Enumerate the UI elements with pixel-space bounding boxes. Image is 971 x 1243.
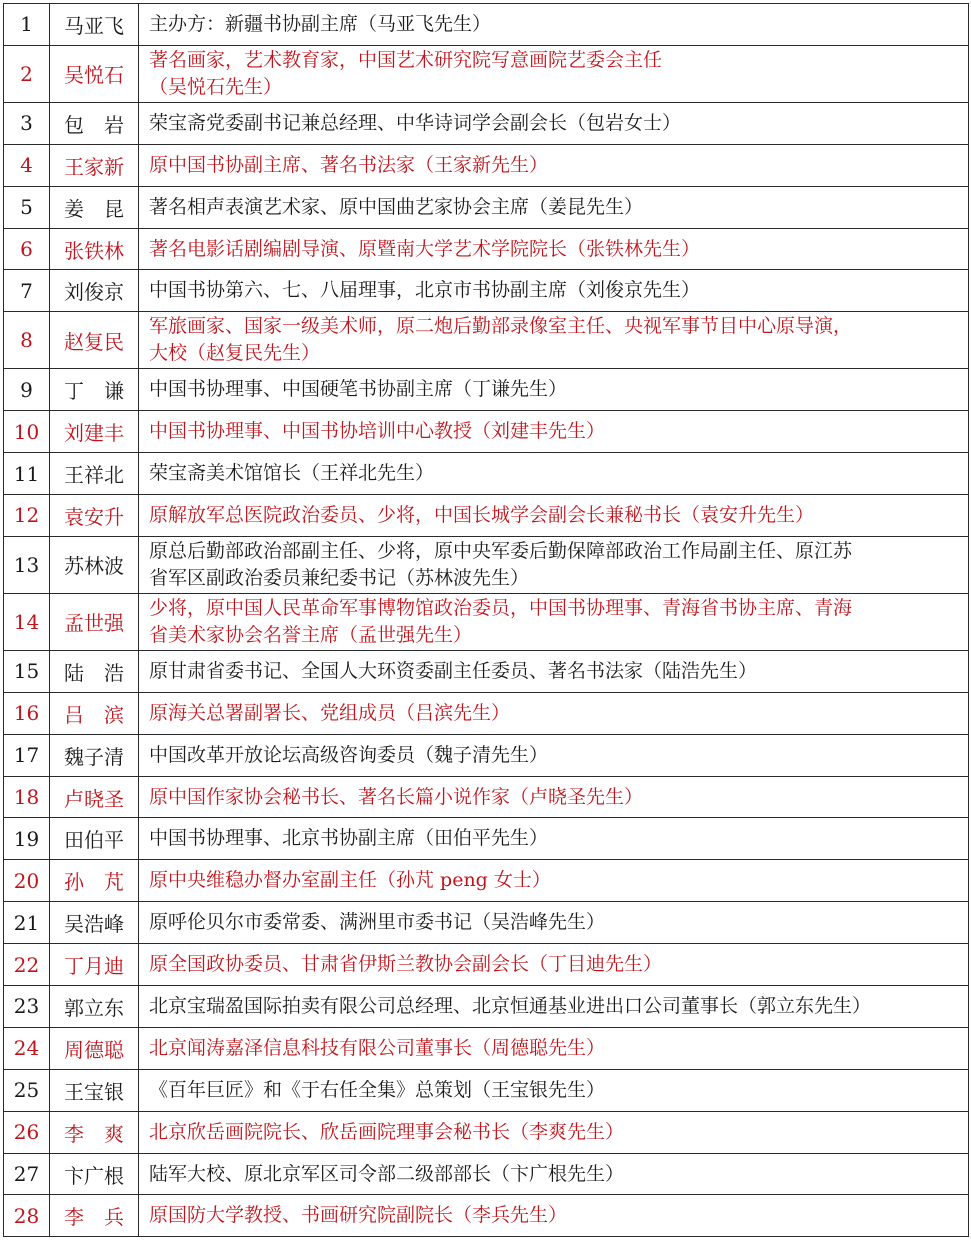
guest-title: 中国书协理事、中国硬笔书协副主席（丁谦先生）	[139, 369, 969, 411]
row-number: 27	[4, 1153, 50, 1195]
row-number: 24	[4, 1027, 50, 1069]
guest-name: 王宝银	[50, 1069, 139, 1111]
guest-title: 军旅画家、国家一级美术师，原二炮后勤部录像室主任、央视军事节目中心原导演， 大校（赵复民先生）	[139, 312, 969, 369]
guest-title: 原总后勤部政治部副主任、少将，原中央军委后勤保障部政治工作局副主任、原江苏 省军区副政治委员兼纪委书记（苏林波先生）	[139, 536, 969, 593]
table-row	[4, 734, 969, 776]
guest-table	[3, 3, 969, 1237]
row-number: 9	[4, 369, 50, 411]
table-row	[4, 4, 969, 46]
row-number: 19	[4, 818, 50, 860]
table-row	[4, 228, 969, 270]
guest-name: 马亚飞	[50, 4, 139, 46]
guest-name: 姜 昆	[50, 186, 139, 228]
table-row	[4, 818, 969, 860]
guest-name: 李 兵	[50, 1195, 139, 1237]
row-number: 22	[4, 944, 50, 986]
table-row	[4, 102, 969, 144]
table-row	[4, 860, 969, 902]
table-row	[4, 536, 969, 593]
row-number: 21	[4, 902, 50, 944]
table-row	[4, 986, 969, 1028]
table-row	[4, 144, 969, 186]
guest-title: 原全国政协委员、甘肃省伊斯兰教协会副会长（丁目迪先生）	[139, 944, 969, 986]
guest-name: 郭立东	[50, 986, 139, 1028]
guest-name: 刘俊京	[50, 270, 139, 312]
table-row	[4, 1195, 969, 1237]
guest-title: 原海关总署副署长、党组成员（吕滨先生）	[139, 692, 969, 734]
guest-title: 著名画家，艺术教育家，中国艺术研究院写意画院艺委会主任 （吴悦石先生）	[139, 45, 969, 102]
table-row	[4, 1111, 969, 1153]
guest-name: 孟世强	[50, 593, 139, 650]
row-number: 17	[4, 734, 50, 776]
table-row	[4, 453, 969, 495]
row-number: 23	[4, 986, 50, 1028]
guest-name: 卞广根	[50, 1153, 139, 1195]
guest-title: 陆军大校、原北京军区司令部二级部部长（卞广根先生）	[139, 1153, 969, 1195]
guest-name: 袁安升	[50, 495, 139, 537]
table-row	[4, 369, 969, 411]
guest-title: 原呼伦贝尔市委常委、满洲里市委书记（吴浩峰先生）	[139, 902, 969, 944]
table-row	[4, 411, 969, 453]
guest-name: 魏子清	[50, 734, 139, 776]
table-row	[4, 1027, 969, 1069]
guest-title: 原中央维稳办督办室副主任（孙芃 peng 女士）	[139, 860, 969, 902]
guest-name: 张铁林	[50, 228, 139, 270]
guest-title: 中国改革开放论坛高级咨询委员（魏子清先生）	[139, 734, 969, 776]
guest-title: 北京欣岳画院院长、欣岳画院理事会秘书长（李爽先生）	[139, 1111, 969, 1153]
guest-title: 北京闻涛嘉泽信息科技有限公司董事长（周德聪先生）	[139, 1027, 969, 1069]
row-number: 5	[4, 186, 50, 228]
row-number: 15	[4, 650, 50, 692]
row-number: 13	[4, 536, 50, 593]
row-number: 26	[4, 1111, 50, 1153]
table-row	[4, 186, 969, 228]
guest-name: 丁 谦	[50, 369, 139, 411]
row-number: 3	[4, 102, 50, 144]
table-row	[4, 902, 969, 944]
row-number: 10	[4, 411, 50, 453]
guest-name: 孙 芃	[50, 860, 139, 902]
table-row	[4, 944, 969, 986]
guest-title: 原甘肃省委书记、全国人大环资委副主任委员、著名书法家（陆浩先生）	[139, 650, 969, 692]
guest-title: 主办方：新疆书协副主席（马亚飞先生）	[139, 4, 969, 46]
guest-title: 中国书协理事、北京书协副主席（田伯平先生）	[139, 818, 969, 860]
guest-title: 原中国作家协会秘书长、著名长篇小说作家（卢晓圣先生）	[139, 776, 969, 818]
row-number: 20	[4, 860, 50, 902]
table-row	[4, 495, 969, 537]
row-number: 7	[4, 270, 50, 312]
guest-title: 中国书协理事、中国书协培训中心教授（刘建丰先生）	[139, 411, 969, 453]
row-number: 14	[4, 593, 50, 650]
guest-title: 原中国书协副主席、著名书法家（王家新先生）	[139, 144, 969, 186]
guest-name: 丁月迪	[50, 944, 139, 986]
guest-title: 荣宝斋美术馆馆长（王祥北先生）	[139, 453, 969, 495]
guest-title: 著名相声表演艺术家、原中国曲艺家协会主席（姜昆先生）	[139, 186, 969, 228]
table-row	[4, 650, 969, 692]
table-row	[4, 776, 969, 818]
row-number: 12	[4, 495, 50, 537]
row-number: 2	[4, 45, 50, 102]
guest-name: 吕 滨	[50, 692, 139, 734]
guest-title: 原国防大学教授、书画研究院副院长（李兵先生）	[139, 1195, 969, 1237]
guest-name: 苏林波	[50, 536, 139, 593]
guest-name: 吴浩峰	[50, 902, 139, 944]
guest-title: 少将，原中国人民革命军事博物馆政治委员，中国书协理事、青海省书协主席、青海 省美术家协会名誉主席（孟世强先生）	[139, 593, 969, 650]
table-row	[4, 593, 969, 650]
guest-name: 卢晓圣	[50, 776, 139, 818]
guest-name: 周德聪	[50, 1027, 139, 1069]
guest-name: 包 岩	[50, 102, 139, 144]
row-number: 25	[4, 1069, 50, 1111]
row-number: 6	[4, 228, 50, 270]
guest-name: 刘建丰	[50, 411, 139, 453]
guest-title: 《百年巨匠》和《于右任全集》总策划（王宝银先生）	[139, 1069, 969, 1111]
guest-name: 陆 浩	[50, 650, 139, 692]
guest-title: 著名电影话剧编剧导演、原暨南大学艺术学院院长（张铁林先生）	[139, 228, 969, 270]
row-number: 1	[4, 4, 50, 46]
guest-title: 北京宝瑞盈国际拍卖有限公司总经理、北京恒通基业进出口公司董事长（郭立东先生）	[139, 986, 969, 1028]
guest-name: 王家新	[50, 144, 139, 186]
guest-name: 吴悦石	[50, 45, 139, 102]
table-row	[4, 1153, 969, 1195]
guest-name: 李 爽	[50, 1111, 139, 1153]
row-number: 11	[4, 453, 50, 495]
table-row	[4, 1069, 969, 1111]
row-number: 18	[4, 776, 50, 818]
guest-title: 中国书协第六、七、八届理事，北京市书协副主席（刘俊京先生）	[139, 270, 969, 312]
table-row	[4, 45, 969, 102]
guest-name: 赵复民	[50, 312, 139, 369]
guest-title: 原解放军总医院政治委员、少将，中国长城学会副会长兼秘书长（袁安升先生）	[139, 495, 969, 537]
table-row	[4, 270, 969, 312]
table-row	[4, 312, 969, 369]
guest-name: 田伯平	[50, 818, 139, 860]
guest-table-body	[4, 4, 969, 1237]
row-number: 28	[4, 1195, 50, 1237]
guest-title: 荣宝斋党委副书记兼总经理、中华诗词学会副会长（包岩女士）	[139, 102, 969, 144]
table-row	[4, 692, 969, 734]
row-number: 4	[4, 144, 50, 186]
row-number: 8	[4, 312, 50, 369]
row-number: 16	[4, 692, 50, 734]
guest-name: 王祥北	[50, 453, 139, 495]
